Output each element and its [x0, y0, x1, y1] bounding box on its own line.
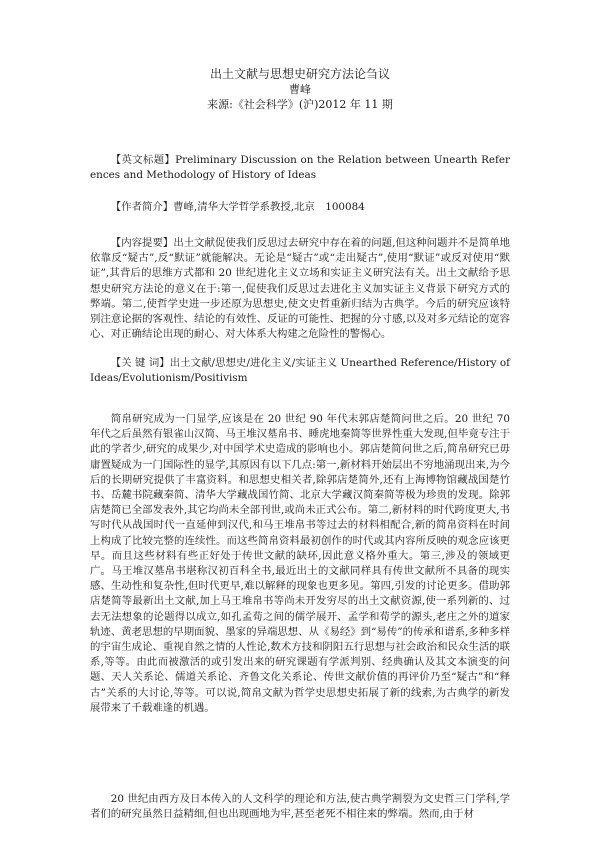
abstract-label: 【内容提要】 — [110, 237, 174, 249]
keywords-label: 【关 键 词】 — [110, 357, 170, 369]
english-title-block — [90, 153, 510, 183]
article-title: 出土文献与思想史研究方法论刍议 — [209, 67, 390, 81]
keywords-text: 出土文献/思想史/进化主义/实证主义 Unearthed Reference/History of Ideas/Evolutionism/Positivism — [90, 357, 511, 385]
body-paragraph-2: 20 世纪由西方及日本传入的人文科学的理论和方法,使古典学割裂为文史哲三门学科,学者们的研究虽然日益精细,但也出现画地为牢,甚至老死不相往来的弊端。然而,由于材 — [90, 793, 510, 821]
body-paragraph-1: 简帛研究成为一门显学,应该是在 20 世纪 90 年代末郭店楚简问世之后。20 世纪 70 年代之后虽然有银雀山汉简、马王堆汉墓帛书、睡虎地秦简等世界性重大发现,但毕竟专注于此的学者少,研究的成果少,对中国学术史造成的影响也小。郭店楚简问世之后,简帛研究已毋庸置疑成为一门国际性的显学,其原因有以下几点:第一,新材料开始层出不穷地涌现出来,为今后的长期研究提供了丰富资料。和思想史相关者,除郭店楚简外,还有上海博物馆藏战国楚竹书、岳麓书院藏秦简、清华大学藏战国竹简、北京大学藏汉简秦简等极为珍贵的发现。除郭店楚简已全部发表外,其它均尚未全部刊世,或尚未正式公布。第二,新材料的时代跨度更大,书写时代从战国时代一直延伸到汉代,和马王堆帛书等过去的材料相配合,新的简帛资料在时间上构成了比较完整的连续性。而这些简帛资料最初创作的时代或其内容所反映的观念应该更早。而且这些材料有些正好处于传世文献的缺环,因此意义格外重大。第三,涉及的领域更广。马王堆汉墓帛书堪称汉初百科全书,最近出土的文献同样具有传世文献所不具备的现实感、生动性和复杂性,但时代更早,难以解释的现象也更多见。第四,引发的讨论更多。借助郭店楚简等最新出土文献,加上马王堆帛书等尚未开发穷尽的出土文献资源,使一系列新的、过去无法想象的论题得以成立,如孔孟荀之间的儒学展开、孟学和荀学的源头,老庄之外的道家轨迹、黄老思想的早期面貌、墨家的异端思想、从《易经》到“易传”的传承和谱系,多种多样的宇宙生成论、重视自然之情的人性论,数术方技和阴阳五行思想与社会政治和民众生活的联系,等等。由此而被激活的或引发出来的研究课题有学派判别、经典确认及其文本演变的问题、天人关系论、儒道关系论、齐鲁文化关系论、传世文献价值的再评价乃至“疑古”和“释古”关系的大讨论,等等。可以说,简帛文献为哲学史思想史拓展了新的线索,为古典学的新发展带来了千载难逢的机遇。 — [90, 413, 510, 714]
abstract-text: 出土文献促使我们反思过去研究中存在着的问题,但这种问题并不是简单地依靠反“疑古”,反“默证”就能解决。无论是“疑古”或“走出疑古”,使用“默证”或反对使用“默证”,其背后的思维方式都和 20 世纪进化主义立场和实证主义研究法有关。出土文献给予思想史研究方法论的意义在于:第一,促使我们反思过去进化主义加实证主义背景下研究方式的弊端。第二,使哲学史进一步还原为思想史,使文史哲重新归结为古典学。今后的研究应该特别注意论据的客观性、结论的有效性、反证的可能性、把握的分寸感,以及对多元结论的宽容心、对正确结论出现的耐心、对大体系大构建之危险性的警惕心。 — [90, 237, 510, 341]
english-title-label: 【英文标题】 — [110, 154, 176, 166]
abstract-block — [90, 236, 510, 342]
article-author: 曹峰 — [289, 83, 311, 96]
author-info-label: 【作者简介】 — [110, 201, 174, 213]
keywords-block — [90, 356, 510, 386]
english-title: Preliminary Discussion on the Relation between Unearth References and Methodology of History of Ideas — [90, 154, 511, 182]
article-source: 来源:《社会科学》(沪)2012 年 11 期 — [207, 98, 393, 111]
author-info-block — [90, 200, 510, 215]
author-info: 曹峰,清华大学哲学系教授,北京 100084 — [173, 201, 365, 213]
article-header — [90, 66, 510, 112]
